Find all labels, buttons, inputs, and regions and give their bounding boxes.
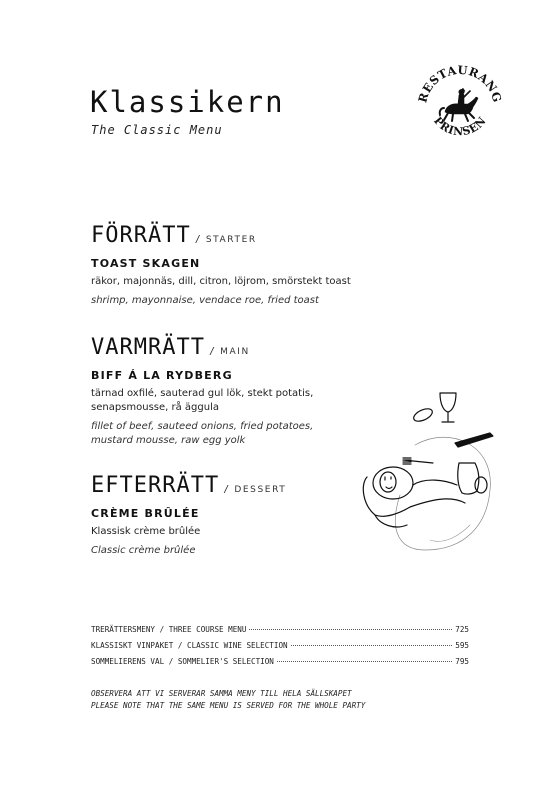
restaurant-logo bbox=[415, 62, 505, 152]
logo-text-top: RESTAURANG bbox=[415, 62, 505, 105]
section-title: FÖRRÄTT bbox=[91, 223, 191, 248]
dot-leader bbox=[291, 645, 453, 646]
svg-text:PRINSEN bbox=[431, 114, 489, 138]
section-separator: / bbox=[223, 484, 230, 495]
dot-leader bbox=[277, 661, 452, 662]
price-value: 795 bbox=[455, 657, 469, 666]
notice-swedish: OBSERVERA ATT VI SERVERAR SAMMA MENY TILL HELA SÄLLSKAPET bbox=[91, 689, 352, 698]
dish-description-english: shrimp, mayonnaise, vendace roe, fried toast bbox=[91, 295, 319, 306]
dish-name: BIFF Á LA RYDBERG bbox=[91, 369, 233, 382]
price-row bbox=[91, 625, 469, 641]
price-row bbox=[91, 641, 469, 657]
section-title: VARMRÄTT bbox=[91, 335, 205, 360]
horse-rider-icon bbox=[440, 88, 478, 121]
section-subtitle: DESSERT bbox=[234, 485, 287, 495]
price-row bbox=[91, 657, 469, 673]
menu-title: Klassikern bbox=[90, 85, 285, 119]
dish-description-swedish: tärnad oxfilé, sauterad gul lök, stekt potatis, senapsmousse, rå äggula bbox=[91, 388, 314, 413]
starter-section bbox=[91, 223, 391, 308]
dot-leader bbox=[249, 629, 452, 630]
price-label: SOMMELIERENS VAL / SOMMELIER'S SELECTION bbox=[91, 657, 274, 666]
price-label: KLASSISKT VINPAKET / CLASSIC WINE SELECTION bbox=[91, 641, 288, 650]
dish-name: TOAST SKAGEN bbox=[91, 257, 201, 270]
dish-description-swedish: räkor, majonnäs, dill, citron, löjrom, smörstekt toast bbox=[91, 276, 351, 287]
price-value: 725 bbox=[455, 625, 469, 634]
dessert-section bbox=[91, 473, 391, 558]
logo-text-bottom: PRINSEN bbox=[431, 114, 489, 139]
restaurant-crest-icon bbox=[415, 62, 505, 152]
price-list bbox=[91, 625, 469, 673]
dish-description-english: Classic crème brûlée bbox=[91, 545, 196, 556]
dish-description-swedish: Klassisk crème brûlée bbox=[91, 526, 201, 537]
main-section bbox=[91, 335, 351, 448]
section-separator: / bbox=[208, 346, 215, 357]
dish-description-english: fillet of beef, sauteed onions, fried potatoes, mustard mousse, raw egg yolk bbox=[91, 421, 314, 446]
dish-name: CRÈME BRÛLÉE bbox=[91, 507, 200, 520]
section-subtitle: STARTER bbox=[205, 235, 257, 245]
table-setting-illustration bbox=[355, 385, 505, 560]
menu-subtitle: The Classic Menu bbox=[91, 123, 223, 137]
section-title: EFTERRÄTT bbox=[91, 473, 220, 498]
section-separator: / bbox=[194, 234, 201, 245]
notice-english: PLEASE NOTE THAT THE SAME MENU IS SERVED FOR THE WHOLE PARTY bbox=[91, 701, 366, 710]
table-setting-drawing-icon bbox=[355, 385, 505, 560]
price-label: TRERÄTTERSMENY / THREE COURSE MENU bbox=[91, 625, 247, 634]
price-value: 595 bbox=[455, 641, 469, 650]
party-notice bbox=[91, 688, 365, 712]
section-subtitle: MAIN bbox=[220, 347, 250, 357]
